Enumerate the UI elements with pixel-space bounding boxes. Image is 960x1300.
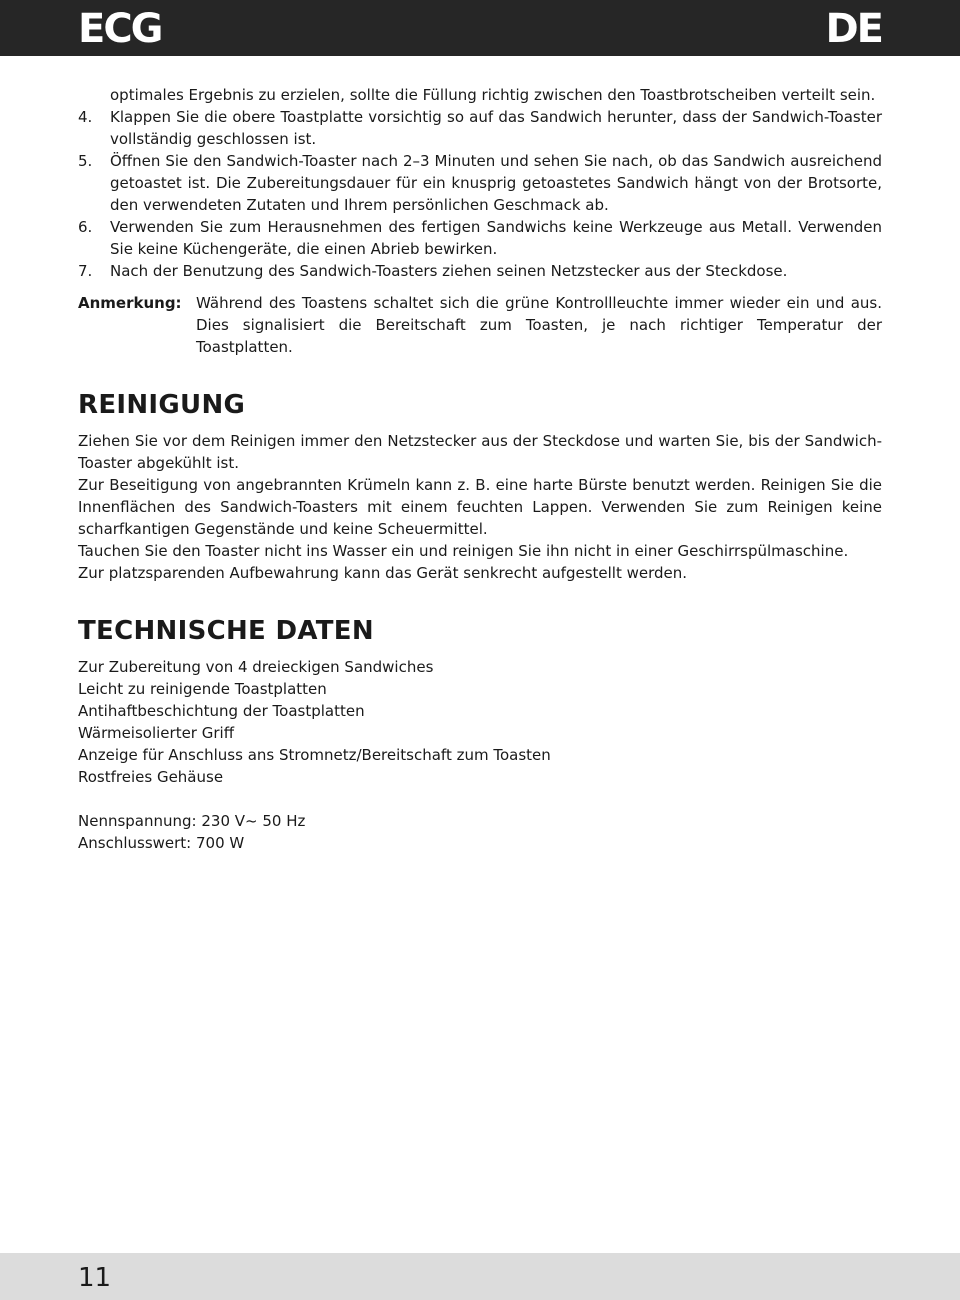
- spec-item: Antihaftbeschichtung der Toastplatten: [78, 702, 365, 720]
- list-number: 5.: [78, 152, 93, 170]
- note-label: Anmerkung:: [78, 294, 182, 312]
- list-text: Öffnen Sie den Sandwich-Toaster nach 2–3 Minuten und sehen Sie nach, ob das Sandwich ausreichend getoastet ist. Die Zubereitungsdauer für ein knusprig getoastetes Sandwich hängt von der Brotsorte, den verwendeten Zutaten und Ihrem persönlichen Geschmack ab.: [110, 152, 882, 214]
- list-item-5: [78, 150, 882, 216]
- spec-voltage: Nennspannung: 230 V~ 50 Hz: [78, 812, 306, 830]
- spec-item: Zur Zubereitung von 4 dreieckigen Sandwiches: [78, 658, 434, 676]
- list-item-7: [78, 260, 882, 282]
- cleaning-paragraph: Tauchen Sie den Toaster nicht ins Wasser ein und reinigen Sie ihn nicht in einer Geschirrspülmaschine.: [78, 542, 849, 560]
- cleaning-paragraph: Ziehen Sie vor dem Reinigen immer den Netzstecker aus der Steckdose und warten Sie, bis der Sandwich-Toaster abgekühlt ist.: [78, 432, 882, 472]
- spec-item: Leicht zu reinigende Toastplatten: [78, 680, 327, 698]
- note-block: [78, 292, 882, 358]
- list-text: Klappen Sie die obere Toastplatte vorsichtig so auf das Sandwich herunter, dass der Sandwich-Toaster vollständig geschlossen ist.: [110, 108, 882, 148]
- spec-item: Wärmeisolierter Griff: [78, 724, 235, 742]
- cleaning-paragraph: Zur Beseitigung von angebrannten Krümeln kann z. B. eine harte Bürste benutzt werden. Reinigen Sie die Innenflächen des Sandwich-Toasters mit einem feuchten Lappen. Verwenden Sie zum Reinigen keine scharfkantigen Gegenstände und keine Scheuermittel.: [78, 476, 882, 538]
- note-text: Während des Toastens schaltet sich die grüne Kontrollleuchte immer wieder ein und aus. Dies signalisiert die Bereitschaft zum Toasten, je nach richtiger Temperatur der Toastplatten.: [196, 294, 882, 356]
- spec-item: Rostfreies Gehäuse: [78, 768, 224, 786]
- list-number: 7.: [78, 262, 93, 280]
- brand-logo: ECG: [78, 6, 162, 52]
- section-heading-cleaning: REINIGUNG: [78, 390, 246, 420]
- spec-item: Anzeige für Anschluss ans Stromnetz/Bereitschaft zum Toasten: [78, 746, 551, 764]
- page-footer: [0, 1253, 960, 1300]
- page-header: [0, 0, 960, 56]
- spec-list: [78, 656, 882, 854]
- page-number: 11: [78, 1263, 112, 1293]
- list-item-continued: [78, 84, 882, 106]
- spec-power: Anschlusswert: 700 W: [78, 834, 245, 852]
- list-number: 6.: [78, 218, 93, 236]
- list-item-4: [78, 106, 882, 150]
- spacer: [78, 788, 882, 810]
- list-text: Nach der Benutzung des Sandwich-Toasters ziehen seinen Netzstecker aus der Steckdose.: [110, 262, 788, 280]
- list-item-6: [78, 216, 882, 260]
- list-number: 4.: [78, 108, 93, 126]
- list-text: Verwenden Sie zum Herausnehmen des fertigen Sandwichs keine Werkzeuge aus Metall. Verwenden Sie keine Küchengeräte, die einen Abrieb bewirken.: [110, 218, 882, 258]
- language-code: DE: [825, 6, 882, 52]
- section-heading-specs: TECHNISCHE DATEN: [78, 616, 374, 646]
- cleaning-paragraph: Zur platzsparenden Aufbewahrung kann das Gerät senkrecht aufgestellt werden.: [78, 564, 688, 582]
- list-text: optimales Ergebnis zu erzielen, sollte die Füllung richtig zwischen den Toastbrotscheiben verteilt sein.: [110, 86, 876, 104]
- page-content: [78, 84, 882, 854]
